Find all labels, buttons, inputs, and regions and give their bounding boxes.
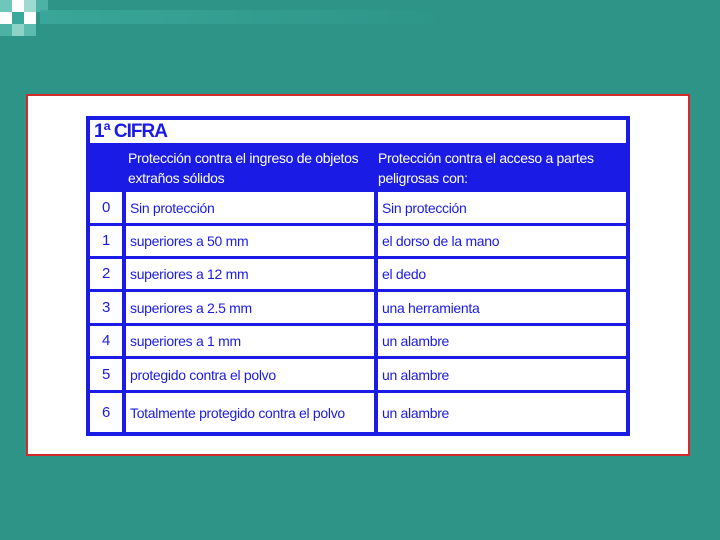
header-col-dangerous-parts: Protección contra el acceso a partes peligrosas con: [378,150,594,186]
mosaic-square [24,12,36,24]
row-access-protection: Sin protección [378,192,626,223]
row-access-protection: un alambre [378,326,626,356]
mosaic-square [0,24,12,36]
row-solid-protection: superiores a 12 mm [126,259,374,289]
row-number: 5 [90,359,122,390]
row-number: 4 [90,326,122,356]
row-solid-protection: superiores a 2.5 mm [126,292,374,323]
mosaic-square [0,12,12,24]
row-access-protection: una herramienta [378,292,626,323]
mosaic-square [12,0,24,12]
row-number: 6 [90,393,122,432]
table-title: 1ª CIFRA [90,120,626,143]
ip-code-table [86,116,630,436]
mosaic-square [24,0,36,12]
row-solid-protection: superiores a 1 mm [126,326,374,356]
row-number: 1 [90,226,122,256]
row-number: 3 [90,292,122,323]
row-access-protection: un alambre [378,359,626,390]
row-access-protection: el dorso de la mano [378,226,626,256]
mosaic-square [24,24,36,36]
row-solid-protection: Totalmente protegido contra el polvo [126,393,374,432]
row-solid-protection: Sin protección [126,192,374,223]
top-decorative-bar [40,10,720,24]
row-solid-protection: superiores a 50 mm [126,226,374,256]
mosaic-square [12,24,24,36]
row-number: 0 [90,192,122,223]
row-access-protection: un alambre [378,393,626,432]
mosaic-square [0,0,12,12]
header-col-solid-objects: Protección contra el ingreso de objetos extraños sólidos [128,150,359,186]
row-solid-protection: protegido contra el polvo [126,359,374,390]
row-access-protection: el dedo [378,259,626,289]
mosaic-square [12,12,24,24]
row-number: 2 [90,259,122,289]
